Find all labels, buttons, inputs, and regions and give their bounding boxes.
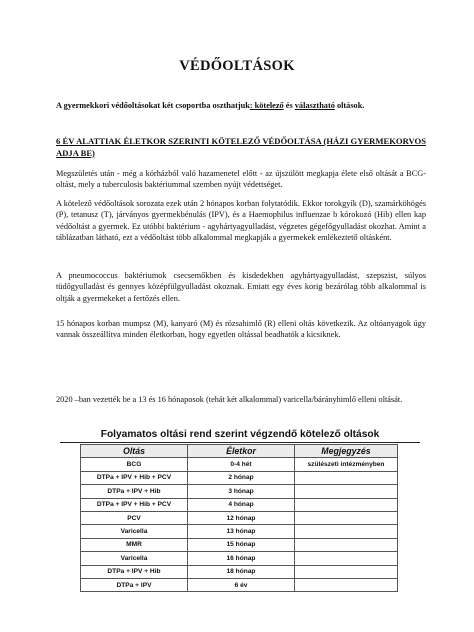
cell-note — [295, 578, 398, 591]
cell-vaccine: DTPa + IPV + Hib — [81, 485, 188, 498]
section-heading: 6 ÉV ALATTIAK ÉLETKOR SZERINTI KÖTELEZŐ VÉDŐOLTÁSA (HÁZI GYERMEKORVOS ADJA BE) — [56, 136, 426, 158]
cell-age: 15 hónap — [188, 538, 295, 551]
page-title: VÉDŐOLTÁSOK — [179, 58, 295, 74]
paragraph-mmr: 15 hónapos korban mumpsz (M), kanyaró (M) és rózsahimlő (R) elleni oltás következik. Az oltóanyagok úgy vannak összeállítva minden életkorban, hogy egyetlen oltással beadhatók a kicsiknek. — [56, 319, 426, 340]
cell-age: 2 hónap — [188, 471, 295, 484]
table-row — [81, 565, 398, 578]
cell-vaccine: DTPa + IPV — [81, 578, 188, 591]
cell-vaccine: BCG — [81, 458, 188, 471]
cell-vaccine: PCV — [81, 511, 188, 524]
intro-mandatory: : kötelező — [249, 101, 284, 110]
cell-age: 4 hónap — [188, 498, 295, 511]
table-row — [81, 525, 398, 538]
cell-age: 13 hónap — [188, 525, 295, 538]
table-row — [81, 485, 398, 498]
paragraph-two-months: A kötelező védőoltások sorozata ezek után 2 hónapos korban folytatódik. Ekkor torokgyík (D), szamárköhögés (P), tetanusz (T), járványos gyermekbénulás (IPV), és a Haemophilus influenzae b kórokozó (Hib) ellen kap védőoltást a gyermek. Ez utóbbi baktérium - agyhártyagyulladást, végzetes gégefőgyulladást okozhat. Amint a táblázatban látható, ezt a védőoltást több alkalommal megkapják a gyermekek emlékeztető oltásként. — [56, 199, 426, 243]
table-row — [81, 511, 398, 524]
cell-vaccine: Varicella — [81, 552, 188, 565]
cell-age: 6 év — [188, 578, 295, 591]
cell-note — [295, 511, 398, 524]
intro-suffix: oltások. — [334, 101, 365, 110]
cell-vaccine: Varicella — [81, 525, 188, 538]
intro-optional: választható — [294, 101, 335, 110]
cell-vaccine: MMR — [81, 538, 188, 551]
table-row — [81, 458, 398, 471]
header-age: Életkor — [188, 445, 295, 458]
table-title: Folyamatos oltási rend szerint végzendő kötelező oltások — [60, 429, 420, 443]
paragraph-varicella: 2020 –ban vezették be a 13 és 16 hónaposok (tehát két alkalommal) varicella/bárányhimlő elleni oltását. — [56, 395, 403, 404]
intro-middle: és — [283, 101, 295, 110]
intro-sentence — [56, 100, 426, 111]
cell-age: 18 hónap — [188, 565, 295, 578]
cell-note — [295, 552, 398, 565]
cell-note — [295, 525, 398, 538]
cell-vaccine: DTPa + IPV + Hib + PCV — [81, 471, 188, 484]
cell-vaccine: DTPa + IPV + Hib — [81, 565, 188, 578]
table-row — [81, 471, 398, 484]
paragraph-pneumococcus: A pneumococcus baktériumok csecsemőkben és kisdedekben agyhártyagyulladást, szepszist, súlyos tüdőgyulladást és gennyes középfülgyulladást okoznak. Emiatt egy éves korig bezárólag több alkalommal is oltják a gyermekeket a fertőzés ellen. — [56, 271, 426, 303]
cell-note — [295, 538, 398, 551]
paragraph-bcg: Megszületés után - még a kórházból való hazamenetel előtt - az újszülött megkapja élete első oltását a BCG-oltást, mely a tuberculosis baktériummal szemben nyújt védettséget. — [56, 169, 426, 190]
intro-prefix: A gyermekkori védőoltásokat két csoportba oszthatjuk — [56, 101, 250, 110]
header-vaccine: Oltás — [81, 445, 188, 458]
cell-note: szülészeti intézményben — [295, 458, 398, 471]
vaccination-table — [80, 444, 398, 592]
cell-note — [295, 565, 398, 578]
cell-age: 12 hónap — [188, 511, 295, 524]
table-row — [81, 578, 398, 591]
table-row — [81, 538, 398, 551]
cell-age: 0-4 hét — [188, 458, 295, 471]
cell-note — [295, 471, 398, 484]
table-row — [81, 498, 398, 511]
table-row — [81, 552, 398, 565]
cell-note — [295, 485, 398, 498]
cell-vaccine: DTPa + IPV + Hib + PCV — [81, 498, 188, 511]
cell-age: 16 hónap — [188, 552, 295, 565]
cell-age: 3 hónap — [188, 485, 295, 498]
header-note: Megjegyzés — [295, 445, 398, 458]
cell-note — [295, 498, 398, 511]
table-header-row — [81, 445, 398, 458]
